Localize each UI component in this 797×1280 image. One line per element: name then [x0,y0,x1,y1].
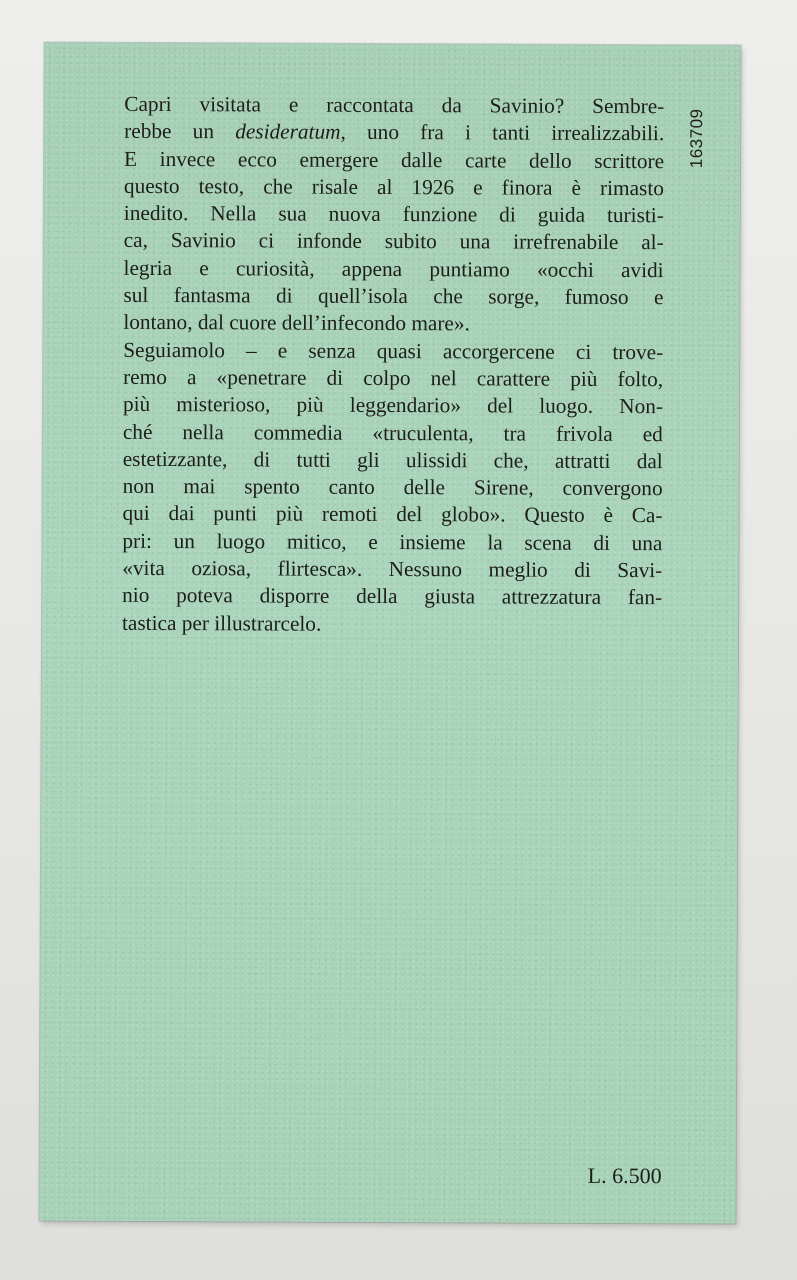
blurb-line [124,200,664,230]
blurb-line-text: rebbe un [124,119,236,144]
blurb-line [124,227,664,257]
blurb-line-text: , uno fra i tanti irrealizzabili. [340,120,665,146]
blurb-line [124,118,664,148]
blurb-italic-word: desideratum [235,119,341,145]
blurb-line [124,145,664,175]
blurb-line-text: E invece ecco emergere dalle carte dello scrittore [124,146,665,173]
blurb-line-text: qui dai punti più remoti del globo». Questo è Ca- [122,501,663,528]
catalog-number: 163709 [687,108,707,169]
blurb-line-text: nio poteva disporre della giusta attrezzatura fan- [122,583,663,610]
blurb-line [122,555,662,585]
blurb-line [122,582,662,612]
blurb-line-text: inedito. Nella sua nuova funzione di guida turisti- [123,201,664,228]
blurb-line [122,528,662,558]
blurb-line-text: remo a «penetrare di colpo nel carattere più folto, [123,364,664,392]
blurb-line [123,337,663,367]
blurb-line-text: sul fantasma di quell’isola che sorge, fumoso e [123,282,664,310]
blurb-line-text: Capri visitata e raccontata da Savinio? Sembre- [124,91,665,119]
blurb-line-text: non mai spento canto delle Sirene, convergono [122,473,663,501]
blurb-line-text: più misterioso, più leggendario» del luogo. Non- [122,392,664,419]
blurb-line [123,309,663,339]
blurb-line-text: ca, Savinio ci infonde subito una irrefrenabile al- [123,228,664,255]
blurb-line [124,255,664,285]
blurb-line-text: legria e curiosità, appena puntiamo «occhi avidi [123,255,664,282]
price-label: L. 6.500 [587,1162,662,1189]
blurb-text [122,91,664,639]
catalog-number-vertical [684,93,710,183]
blurb-line-text: ché nella commedia «truculenta, tra frivola ed [122,419,663,446]
blurb-line [123,391,663,421]
blurb-line [124,91,664,121]
blurb-line-text: lontano, dal cuore dell’infecondo mare». [123,310,470,336]
blurb-line [122,609,662,639]
blurb-line-text: «vita oziosa, flirtesca». Nessuno meglio di Savi- [122,555,663,583]
blurb-line-text: estetizzante, di tutti gli ulissidi che, attratti dal [122,446,663,474]
blurb-line [123,446,663,476]
blurb-line [123,282,663,312]
blurb-line [123,473,663,503]
blurb-line-text: questo testo, che risale al 1926 e finora è rimasto [123,173,664,201]
blurb-line [123,418,663,448]
blurb-line-text: pri: un luogo mitico, e insieme la scena di una [122,528,663,555]
blurb-line [124,173,664,203]
blurb-line-text: tastica per illustrarcelo. [121,610,322,636]
book-back-cover [39,42,740,1223]
blurb-line [123,364,663,394]
blurb-line [122,500,662,530]
blurb-line-text: Seguiamolo – e senza quasi accorgercene ci trove- [123,337,664,364]
